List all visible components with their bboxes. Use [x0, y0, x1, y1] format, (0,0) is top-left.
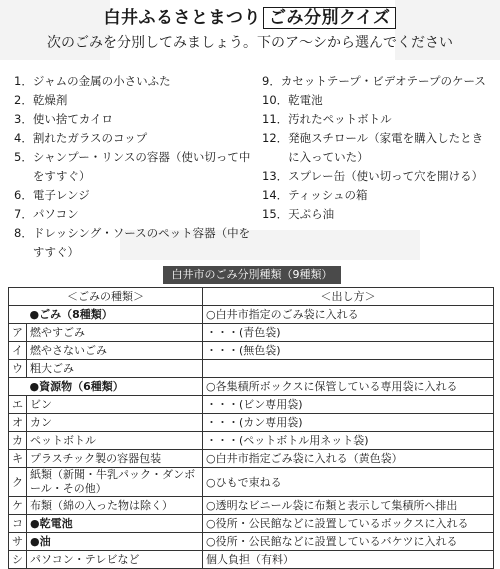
table-row: ア 燃やすごみ ・・・(青色袋) — [9, 324, 494, 342]
title-main: 白井ふるさとまつり — [103, 8, 261, 28]
instruction-text: 次のごみを分別してみましょう。下のア～シから選んでください — [47, 35, 453, 51]
sorting-table — [8, 287, 494, 569]
table-row: エ ビン ・・・(ビン専用袋) — [9, 396, 494, 414]
list-item: 12． 発砲スチロール（家電を購入したときに入っていた） — [262, 131, 484, 164]
table-row: カ ペットボトル ・・・(ペットボトル用ネット袋) — [9, 432, 494, 450]
list-item: 5． シャンプー・リンスの容器（使い切って中をすすぐ） — [14, 150, 251, 183]
list-item: 7． パソコン — [14, 207, 79, 221]
list-item: 1． ジャムの金属の小さいふた — [14, 74, 171, 88]
question-list-right — [262, 72, 494, 224]
question-list-left — [14, 72, 254, 262]
table-row: ケ 布類（綿の入った物は除く） ○透明なビニール袋に布類と表示して集積所へ排出 — [9, 497, 494, 515]
table-row: シ パソコン・テレビなど 個人負担（有料） — [9, 551, 494, 569]
table-row: ク 紙類（新聞・牛乳パック・ダンボール・その他） ○ひもで束ねる — [9, 468, 494, 497]
table-row: ●ごみ（8種類） ○白井市指定のごみ袋に入れる — [9, 306, 494, 324]
list-item: 14． ティッシュの箱 — [262, 188, 368, 202]
quiz-header — [0, 6, 500, 54]
table-row: オ カン ・・・(カン専用袋) — [9, 414, 494, 432]
list-item: 2． 乾燥剤 — [14, 93, 68, 107]
list-item: 13． スプレー缶（使い切って穴を開ける） — [262, 169, 484, 183]
list-item: 8． ドレッシング・ソースのペット容器（中をすすぐ） — [14, 226, 251, 259]
table-row: コ ●乾電池 ○役所・公民館などに設置しているボックスに入れる — [9, 515, 494, 533]
table-caption: 白井市のごみ分別種類（9種類） — [163, 266, 341, 284]
list-item: 10． 乾電池 — [262, 93, 323, 107]
header-method: ＜出し方＞ — [203, 288, 494, 306]
table-row: サ ●油 ○役所・公民館などに設置しているバケツに入れる — [9, 533, 494, 551]
list-item: 9． カセットテープ・ビデオテープのケース — [262, 74, 486, 88]
page-title — [0, 6, 500, 30]
table-row: イ 燃やさないごみ ・・・(無色袋) — [9, 342, 494, 360]
list-item: 3． 使い捨てカイロ — [14, 112, 113, 126]
header-type: ＜ごみの種類＞ — [9, 288, 203, 306]
table-row: キ プラスチック製の容器包装 ○白井市指定ごみ袋に入れる（黄色袋） — [9, 450, 494, 468]
list-item: 6． 電子レンジ — [14, 188, 90, 202]
list-item: 4． 割れたガラスのコップ — [14, 131, 148, 145]
table-row: ●資源物（6種類） ○各集積所ボックスに保管している専用袋に入れる — [9, 378, 494, 396]
table-row: ウ 粗大ごみ — [9, 360, 494, 378]
table-header-row — [9, 288, 494, 306]
list-item: 15． 天ぷら油 — [262, 207, 335, 221]
list-item: 11． 汚れたペットボトル — [262, 112, 392, 126]
title-boxed: ごみ分別クイズ — [263, 7, 396, 29]
